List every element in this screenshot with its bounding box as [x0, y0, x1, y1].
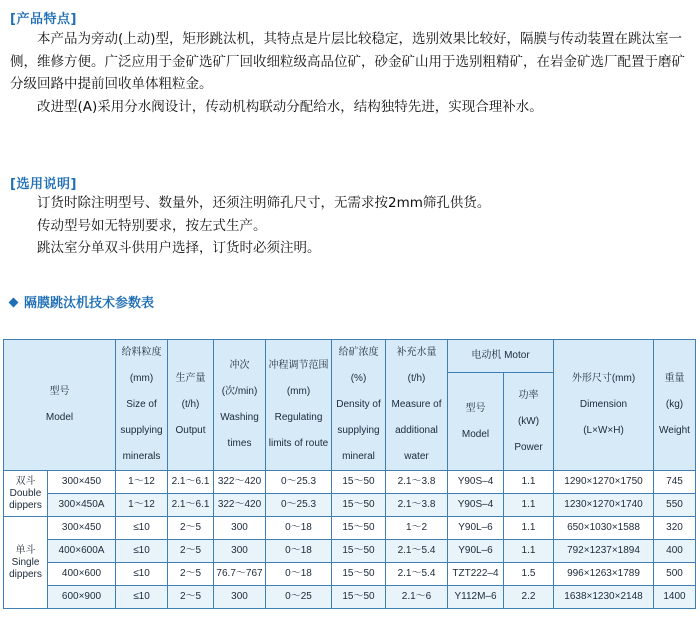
header-weight: [654, 340, 696, 471]
cell-range: 0～25.3: [266, 494, 332, 517]
features-text: [10, 28, 690, 118]
cell-density: 15～50: [332, 517, 386, 540]
header-water: [386, 340, 448, 471]
cell-power: 1.5: [504, 563, 554, 586]
features-paragraph-2: 改进型(A)采用分水阀设计，传动机构联动分配给水，结构独特先进，实现合理补水。: [37, 98, 543, 115]
cell-motor-model: Y112M–6: [448, 586, 504, 609]
header-text: 冲次: [229, 360, 250, 371]
header-text: 给料粒度: [121, 347, 162, 358]
cell-dimension: 792×1237×1894: [554, 540, 654, 563]
cell-water: 2.1～3.8: [386, 494, 448, 517]
selection-paragraph-1: 订货时除注明型号、数量外，还须注明筛孔尺寸，无需求按2mm筛孔供货。: [37, 195, 491, 211]
group-text: dippers: [9, 568, 42, 580]
cell-water: 2.1～5.4: [386, 540, 448, 563]
group-text: 单斗: [15, 544, 36, 556]
cell-power: 1.1: [504, 540, 554, 563]
header-feed-size: [116, 340, 168, 471]
header-text: supplying: [337, 425, 380, 436]
header-density: [332, 340, 386, 471]
group-text: Single: [11, 556, 40, 568]
header-output: [168, 340, 214, 471]
group-text: dippers: [9, 499, 42, 511]
cell-feed: 1～12: [116, 494, 168, 517]
header-text: (%): [350, 373, 367, 384]
selection-heading: [选用说明]: [10, 177, 77, 192]
header-motor: 电动机 Motor: [448, 340, 554, 373]
header-text: times: [227, 438, 252, 449]
header-text: (mm): [129, 373, 154, 384]
header-motor-model: [448, 373, 504, 471]
cell-output: 2.1～6.1: [168, 494, 214, 517]
header-text: Dimension: [579, 399, 628, 410]
header-text: 给矿浓度: [338, 347, 379, 358]
header-text: Size of: [126, 399, 157, 410]
group-text: 双斗: [15, 475, 36, 487]
header-text: 重量: [664, 373, 685, 384]
group-double: [4, 471, 48, 517]
cell-density: 15～50: [332, 471, 386, 494]
cell-weight: 400: [654, 540, 696, 563]
table-title: [8, 292, 154, 311]
cell-strokes: 300: [214, 586, 266, 609]
cell-feed: ≤10: [116, 563, 168, 586]
header-strokes: [214, 340, 266, 471]
cell-motor-model: Y90S–4: [448, 471, 504, 494]
cell-feed: ≤10: [116, 540, 168, 563]
header-text: (次/min): [221, 386, 258, 397]
cell-power: 1.1: [504, 517, 554, 540]
cell-output: 2～5: [168, 586, 214, 609]
cell-water: 1～2: [386, 517, 448, 540]
cell-range: 0～18: [266, 563, 332, 586]
header-text: (t/h): [181, 399, 200, 410]
header-text: 冲程调节范围: [268, 360, 329, 371]
cell-weight: 550: [654, 494, 696, 517]
header-model: [4, 340, 116, 471]
group-single: [4, 517, 48, 609]
cell-motor-model: Y90L–6: [448, 517, 504, 540]
header-text: (L×W×H): [583, 425, 624, 436]
table-row: [4, 540, 696, 563]
cell-range: 0～25: [266, 586, 332, 609]
header-text: Model: [461, 428, 490, 440]
cell-power: 1.1: [504, 494, 554, 517]
cell-motor-model: Y90L–6: [448, 540, 504, 563]
cell-model: 400×600: [48, 563, 116, 586]
cell-output: 2～5: [168, 563, 214, 586]
cell-output: 2～5: [168, 517, 214, 540]
cell-strokes: 300: [214, 540, 266, 563]
header-text: mineral: [342, 451, 375, 462]
header-text: limits of route: [268, 438, 329, 449]
cell-range: 0～18: [266, 517, 332, 540]
header-text: Weight: [659, 425, 690, 436]
cell-range: 0～25.3: [266, 471, 332, 494]
cell-water: 2.1～6: [386, 586, 448, 609]
cell-motor-model: Y90S–4: [448, 494, 504, 517]
cell-dimension: 1638×1230×2148: [554, 586, 654, 609]
cell-density: 15～50: [332, 540, 386, 563]
cell-water: 2.1～3.8: [386, 471, 448, 494]
header-text: 外形尺寸(mm): [571, 373, 636, 384]
header-text: Output: [175, 425, 206, 436]
header-text: Density of: [336, 399, 381, 410]
header-text: supplying: [120, 425, 163, 436]
cell-density: 15～50: [332, 563, 386, 586]
header-text: Regulating: [274, 412, 323, 423]
cell-feed: 1～12: [116, 471, 168, 494]
header-text: additional: [395, 425, 438, 436]
cell-weight: 1400: [654, 586, 696, 609]
table-row: [4, 586, 696, 609]
header-text: Washing: [220, 412, 259, 423]
group-text: Double: [9, 487, 42, 499]
selection-text: [10, 192, 690, 260]
header-row-1: [4, 340, 696, 373]
selection-paragraph-3: 跳汰室分单双斗供用户选择，订货时必须注明。: [37, 240, 321, 257]
header-text: (mm): [286, 386, 311, 397]
features-paragraph-1: 本产品为旁动(上动)型，矩形跳汰机，其特点是片层比较稳定，选别效果比较好，隔膜与传动装置在跳汰室一侧，维修方便。广泛应用于金矿选矿厂回收细粒级高品位矿，砂金矿山用于选别粗精矿，在岩金矿选厂配置于磨矿分级回路中提前回收单体粗粒金。: [10, 31, 685, 93]
spec-table: [3, 339, 696, 609]
table-row: [4, 471, 696, 494]
cell-model: 400×600A: [48, 540, 116, 563]
cell-feed: ≤10: [116, 586, 168, 609]
cell-model: 300×450: [48, 517, 116, 540]
selection-paragraph-2: 传动型号如无特别要求，按左式生产。: [37, 217, 267, 234]
header-text: (t/h): [407, 373, 426, 384]
table-row: [4, 494, 696, 517]
cell-density: 15～50: [332, 586, 386, 609]
table-row: [4, 517, 696, 540]
cell-dimension: 996×1263×1789: [554, 563, 654, 586]
cell-strokes: 300: [214, 517, 266, 540]
cell-model: 300×450A: [48, 494, 116, 517]
cell-strokes: 76.7～767: [214, 563, 266, 586]
cell-water: 2.1～5.4: [386, 563, 448, 586]
header-text: 功率: [518, 389, 539, 401]
cell-output: 2～5: [168, 540, 214, 563]
header-text: water: [404, 451, 429, 462]
cell-model: 300×450: [48, 471, 116, 494]
cell-feed: ≤10: [116, 517, 168, 540]
header-model-en: Model: [45, 412, 74, 423]
cell-strokes: 322～420: [214, 494, 266, 517]
cell-motor-model: TZT222–4: [448, 563, 504, 586]
cell-dimension: 650×1030×1588: [554, 517, 654, 540]
cell-weight: 320: [654, 517, 696, 540]
cell-power: 2.2: [504, 586, 554, 609]
table-title-text: 隔膜跳汰机技术参数表: [24, 296, 155, 311]
header-text: (kg): [665, 399, 684, 410]
cell-weight: 500: [654, 563, 696, 586]
header-text: minerals: [122, 451, 161, 462]
cell-weight: 745: [654, 471, 696, 494]
header-text: 型号: [465, 402, 486, 414]
cell-dimension: 1290×1270×1750: [554, 471, 654, 494]
header-text: 生产量: [175, 373, 206, 384]
header-text: Power: [514, 441, 543, 453]
header-text: Measure of: [391, 399, 442, 410]
cell-power: 1.1: [504, 471, 554, 494]
header-stroke-range: [266, 340, 332, 471]
features-heading: [产品特点]: [10, 12, 77, 27]
header-motor-power: [504, 373, 554, 471]
header-model-cn: 型号: [49, 386, 70, 397]
diamond-bullet-icon: [9, 298, 19, 308]
cell-model: 600×900: [48, 586, 116, 609]
cell-range: 0～18: [266, 540, 332, 563]
cell-density: 15～50: [332, 494, 386, 517]
cell-strokes: 322～420: [214, 471, 266, 494]
cell-dimension: 1230×1270×1740: [554, 494, 654, 517]
header-text: (kW): [517, 415, 540, 427]
header-dimension: [554, 340, 654, 471]
table-row: [4, 563, 696, 586]
cell-output: 2.1～6.1: [168, 471, 214, 494]
header-text: 补充水量: [396, 347, 437, 358]
